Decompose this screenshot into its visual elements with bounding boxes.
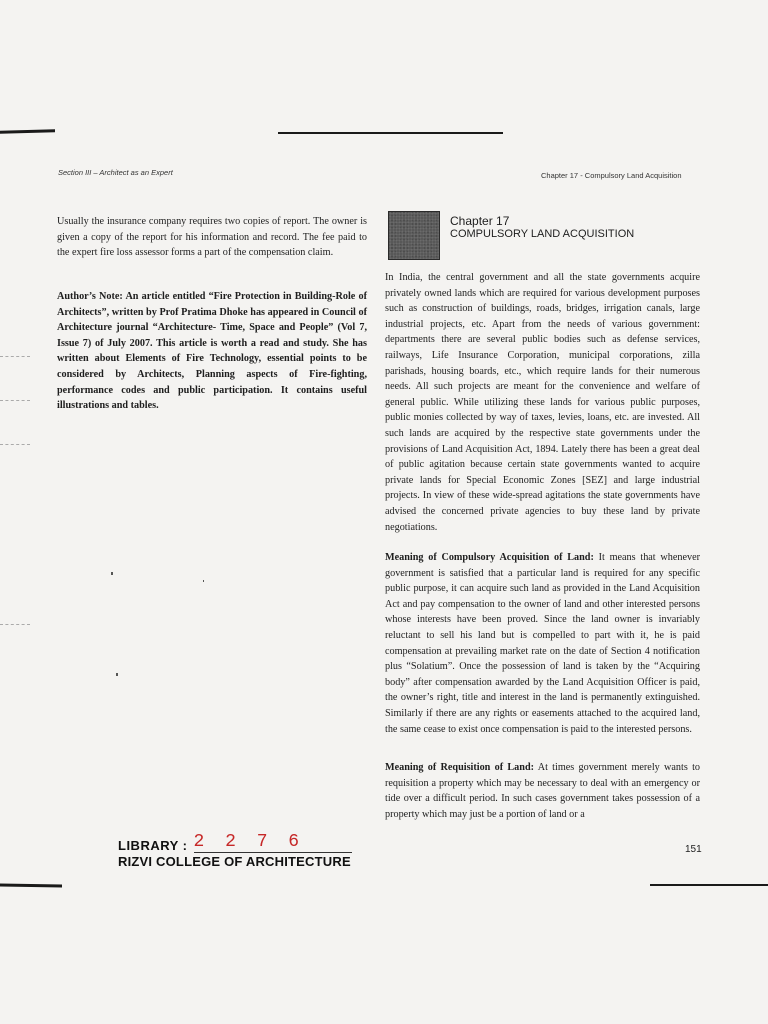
bottom-right-rule (650, 884, 768, 886)
library-label: LIBRARY : (118, 838, 188, 853)
scan-speck (203, 580, 204, 582)
margin-mark (0, 624, 30, 625)
chapter-title: COMPULSORY LAND ACQUISITION (450, 228, 635, 240)
scan-speck (116, 673, 118, 676)
page-number: 151 (685, 844, 702, 855)
college-name: RIZVI COLLEGE OF ARCHITECTURE (118, 854, 351, 869)
intro-paragraph: In India, the central government and all the state governments acquire privately owned lands which are required for various development purposes such as construction of buildings, roads, bridges, irrigation canals, large industrial projects, etc. Apart from the needs of various government: departments there are several public bodies such as defense services, railways, Life Insurance Corporation, municipal corporations, zilla parishads, housing boards, etc., which require lands for their numerous needs. All such projects are meant for the convenience and welfare of general public. While utilizing these lands for various public purposes, public monies collected by way of taxes, levies, loans, etc. are invested. All such lands are acquired by the respective state governments under the provisions of Land Acquisition Act, 1894. Lately there has been a great deal of public agitation because certain state governments wanted to acquire private lands for Special Economic Zones [SEZ] and large industrial projects. In view of these wide-spread agitations the state governments have advised the concerned private agencies to buy these land by private negotiations. (385, 272, 700, 533)
scan-speck (111, 572, 113, 575)
meaning-compulsory-heading: Meaning of Compulsory Acquisition of Land: (385, 552, 594, 563)
meaning-requisition-paragraph (385, 760, 700, 822)
library-stamp-line1 (118, 832, 352, 854)
margin-mark (0, 444, 30, 445)
authors-note-text: Author’s Note: An article entitled “Fire Protection in Building-Role of Architects”, written by Prof Pratima Dhoke has appeared in Council of Architecture journal “Architecture- Time, Space and People” (Vol 7, Issue 7) of July 2007. This article is worth a read and study. She has written about Elements of Fire Technology, essential points to be considered by Architects, Planning aspects of Fire-fighting, performance codes and public participation. It contains useful illustrations and tables. (57, 291, 367, 412)
top-left-rule (0, 129, 55, 133)
chapter-emblem (388, 211, 440, 260)
meaning-requisition-heading: Meaning of Requisition of Land: (385, 762, 534, 773)
top-right-rule (278, 132, 503, 134)
authors-note (57, 289, 367, 414)
meaning-compulsory-text: It means that whenever government is satisfied that a particular land is required for any specific public purpose, it can acquire such land as provided in the Land Acquisition Act and pay compensation to the owner of land and other interested persons whose interests have been proved. Since the land owner is invariably reluctant to sell his land but is compelled to part with it, he is paid compensation at prevailing market rate on the date of Section 4 notification plus “Solatium”. Once the possession of land is taken by the “Acquiring body” after compensation awarded by the Land Acquisition Officer is paid, the owner’s right, title and interest in the land is permanently extinguished. Similarly if there are any rights or easements attached to the acquired land, the same cease to exist once compensation is paid to the interested persons. (385, 552, 700, 735)
library-stamp (118, 832, 351, 872)
meaning-requisition-text: At times government merely wants to requisition a property which may be necessary to deal with an emergency or tide over a difficult period. In such cases government takes possession of a property which may just be a portion of land or a (385, 762, 700, 820)
running-head-left: Section III – Architect as an Expert (58, 168, 173, 177)
meaning-compulsory-paragraph (385, 550, 700, 737)
margin-mark (0, 400, 30, 401)
running-head-right: Chapter 17 - Compulsory Land Acquisition (541, 171, 682, 180)
bottom-left-rule (0, 883, 62, 887)
margin-mark (0, 356, 30, 357)
left-paragraph-1: Usually the insurance company requires two copies of report. The owner is given a copy of the report for his information and record. The fee paid to the expert fire loss assessor forms a part of the compensation claim. (57, 216, 367, 259)
chapter-number: Chapter 17 (450, 214, 510, 228)
library-number: 2 2 7 6 (194, 832, 353, 853)
